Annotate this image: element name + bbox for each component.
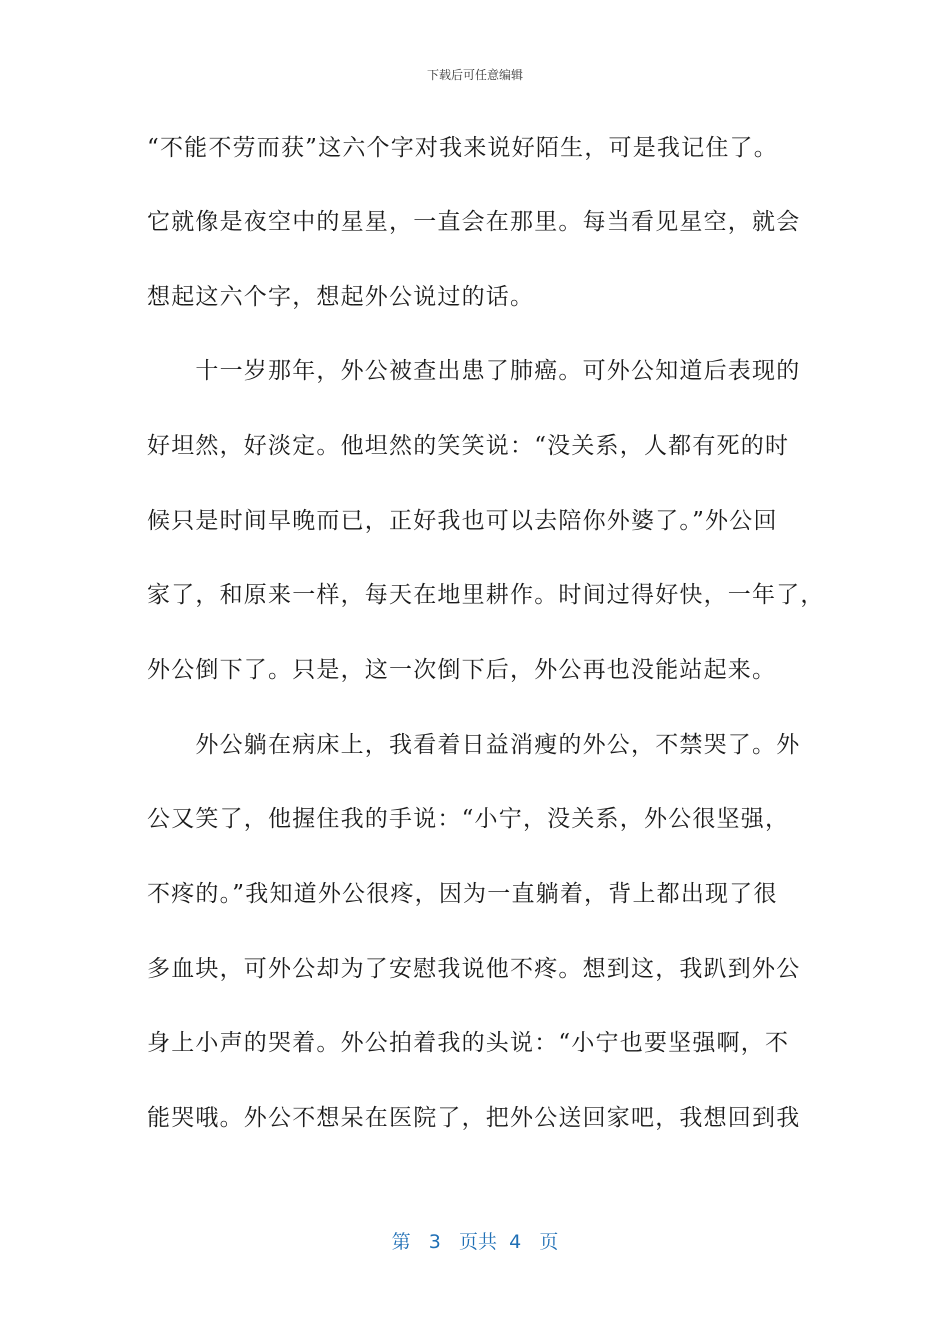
text-line: 多血块，可外公却为了安慰我说他不疼。想到这，我趴到外公 (147, 956, 801, 982)
text-line: 能哭哦。外公不想呆在医院了，把外公送回家吧，我想回到我 (147, 1105, 801, 1131)
text-line: 好坦然，好淡定。他坦然的笑笑说：“没关系，人都有死的时 (147, 433, 790, 459)
text-line: 外公倒下了。只是，这一次倒下后，外公再也没能站起来。 (147, 657, 777, 683)
page-header: 下载后可任意编辑 (426, 68, 523, 82)
text-line: 外公躺在病床上，我看着日益消瘦的外公，不禁哭了。外 (147, 732, 801, 758)
text-line: 候只是时间早晚而已，正好我也可以去陪你外婆了。”外公回 (147, 508, 778, 534)
current-page-number: 3 (428, 1231, 441, 1253)
text-line: 不疼的。”我知道外公很疼，因为一直躺着，背上都出现了很 (147, 881, 778, 907)
text-line: 公又笑了，他握住我的手说：“小宁，没关系，外公很坚强， (147, 806, 790, 832)
total-pages-number: 4 (509, 1231, 522, 1253)
text-line: “不能不劳而获”这六个字对我来说好陌生，可是我记住了。 (147, 135, 778, 161)
text-line: 想起这六个字，想起外公说过的话。 (147, 284, 535, 310)
footer-suffix: 页 (539, 1231, 559, 1253)
text-line: 十一岁那年，外公被查出患了肺癌。可外公知道后表现的 (147, 358, 801, 384)
text-line: 它就像是夜空中的星星，一直会在那里。每当看见星空，就会 (147, 209, 801, 235)
footer-prefix: 第 (391, 1231, 411, 1253)
text-line: 身上小声的哭着。外公拍着我的头说：“小宁也要坚强啊，不 (147, 1030, 790, 1056)
page-footer (0, 1227, 950, 1254)
text-line: 家了，和原来一样，每天在地里耕作。时间过得好快，一年了， (147, 582, 825, 608)
footer-middle: 页共 (459, 1231, 498, 1253)
